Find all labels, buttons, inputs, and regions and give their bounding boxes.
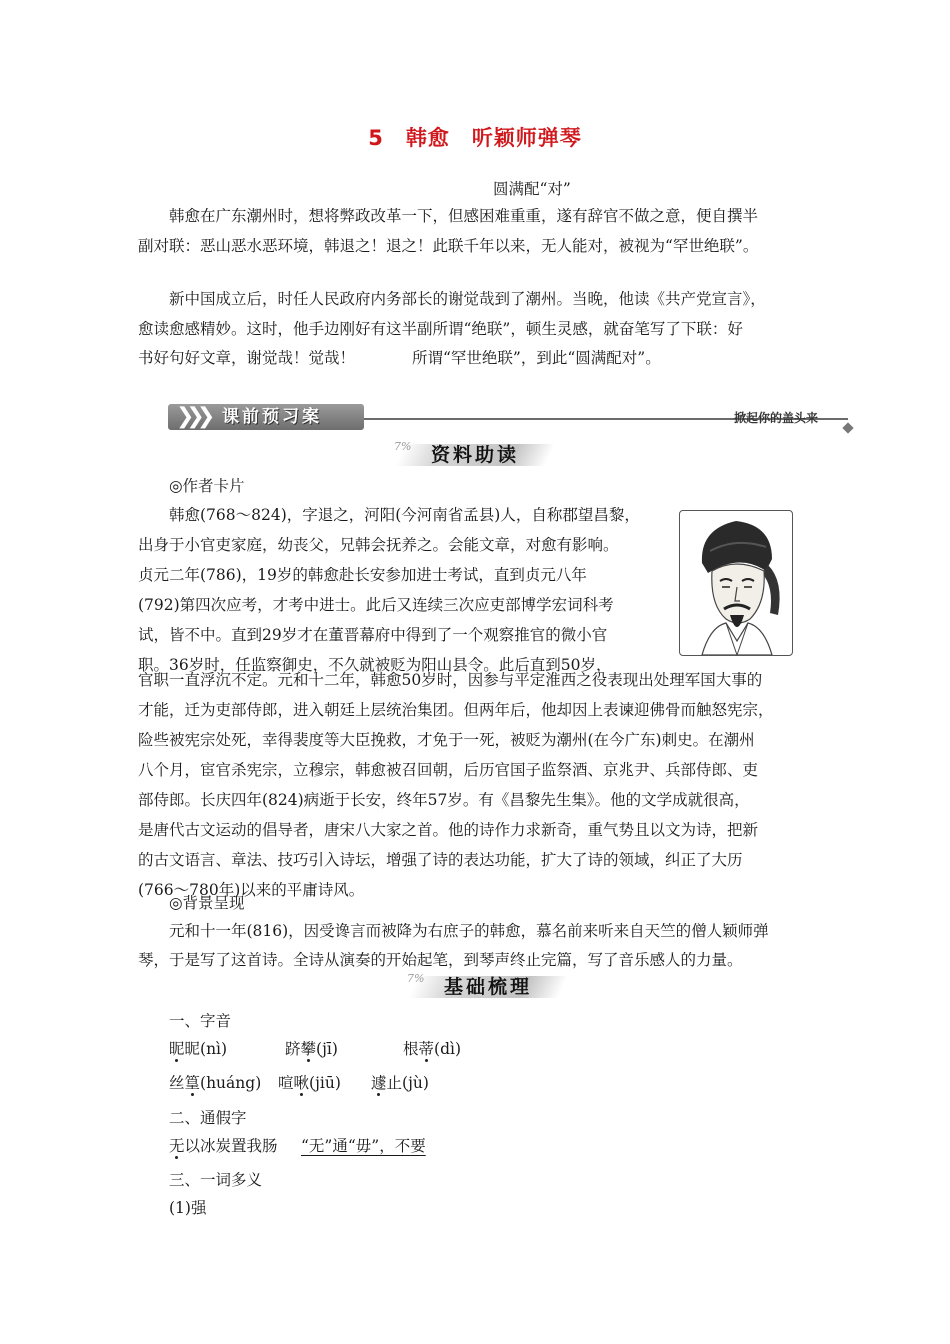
banner-diamond-icon — [842, 422, 853, 433]
pinyin-item: 遽止(jù) — [371, 1074, 429, 1092]
title-poem: 听颖师弹琴 — [471, 126, 582, 150]
title-author: 韩愈 — [405, 126, 450, 150]
author-line-3: (792)第四次应考，才考中进士。此后又连续三次应吏部博学宏词科考 — [138, 596, 614, 614]
pinyin-item: 根蒂(dì) — [403, 1040, 462, 1058]
author-full-line-2: 险些被宪宗处死，幸得裴度等大臣挽救，才免于一死，被贬为潮州(在今广东)刺史。在潮州 — [138, 731, 755, 749]
background-heading: ◎背景呈现 — [169, 894, 245, 912]
dotted-char: 无 — [169, 1137, 185, 1155]
intro-p2-line3b: 所谓“罕世绝联”，到此“圆满配对”。 — [412, 349, 661, 367]
author-line-2: 贞元二年(786)，19岁的韩愈赴长安参加进士考试，直到贞元八年 — [138, 566, 587, 584]
banner-chevron-icon: ❯❯❯ — [176, 404, 208, 429]
lesson-number: 5 — [368, 126, 384, 150]
background-line1: 元和十一年(816)，因受谗言而被降为右庶子的韩愈，慕名前来听来自天竺的僧人颖师弹 — [169, 922, 769, 940]
pinyin-item: 喧啾(jiū) — [278, 1074, 341, 1092]
basics-heading-1: 一、字音 — [169, 1012, 232, 1030]
pinyin-item: 丝篁(huáng) — [169, 1074, 262, 1092]
intro-p1-line2: 副对联：恶山恶水恶环境，韩退之！退之！此联千年以来，无人能对，被视为“罕世绝联”。 — [138, 237, 759, 255]
intro-heading: 圆满配“对” — [493, 180, 571, 198]
background-line2: 琴，于是写了这首诗。全诗从演奏的开始起笔，到琴声终止完篇，写了音乐感人的力量。 — [138, 951, 743, 969]
author-card-full — [138, 665, 774, 905]
section-mark-icon: 7% — [407, 972, 425, 985]
polysemy-item-1: (1)强 — [169, 1199, 207, 1217]
author-line-4: 试，皆不中。直到29岁才在董晋幕府中得到了一个观察推官的微小官 — [138, 626, 608, 644]
author-card-heading: ◎作者卡片 — [169, 477, 245, 495]
dotted-char: 篁 — [184, 1074, 201, 1092]
section-header-jichu — [407, 972, 563, 1002]
author-full-line-1: 才能，迁为吏部侍郎，进入朝廷上层统治集团。但两年后，他却因上表谏迎佛骨而触怒宪宗， — [138, 701, 774, 719]
banner-slogan: 掀起你的盖头来 — [734, 411, 819, 425]
basics-heading-3: 三、一词多义 — [169, 1171, 263, 1189]
page-title — [0, 122, 950, 152]
author-full-line-7: (766～780年)以来的平庸诗风。 — [138, 881, 365, 899]
author-full-line-6: 的古文语言、章法、技巧引入诗坛，增强了诗的表达功能，扩大了诗的领域，纠正了大历 — [138, 851, 743, 869]
dotted-char: 昵 — [169, 1040, 185, 1058]
intro-p2-line2: 愈读愈感精妙。这时，他手边刚好有这半副所谓“绝联”，顿生灵感，就奋笔写了下联：好 — [138, 320, 743, 338]
basics-heading-2: 二、通假字 — [169, 1109, 247, 1127]
author-full-line-4: 部侍郎。长庆四年(824)病逝于长安，终年57岁。有《昌黎先生集》。他的文学成就很高， — [138, 791, 750, 809]
author-full-line-3: 八个月，宦官杀宪宗，立穆宗，韩愈被召回朝，后历官国子监祭酒、京兆尹、兵部侍郎、吏 — [138, 761, 759, 779]
intro-p2-line3a: 书好句好文章，谢觉哉！觉哉！ — [138, 349, 356, 367]
pinyin-item: 跻攀(jī) — [285, 1040, 338, 1058]
author-line-0: 韩愈(768～824)，字退之，河阳(今河南省孟县)人，自称郡望昌黎， — [169, 506, 640, 524]
section-header-ziliao — [394, 440, 550, 470]
author-full-line-0: 官职一直浮沉不定。元和十二年，韩愈50岁时，因参与平定淮西之役表现出处理军国大事的 — [138, 671, 763, 689]
author-card-partial — [138, 500, 640, 680]
dotted-char: 遽 — [371, 1074, 387, 1092]
intro-p2-line1: 新中国成立后，时任人民政府内务部长的谢觉哉到了潮州。当晚，他读《共产党宣言》， — [169, 290, 766, 308]
han-yu-portrait — [679, 510, 793, 656]
dotted-char: 蒂 — [418, 1040, 435, 1058]
section-label: 基础梳理 — [443, 976, 532, 998]
tongjia-answer: “无”通“毋”，不要 — [301, 1137, 426, 1155]
author-full-line-5: 是唐代古文运动的倡导者，唐宋八大家之首。他的诗作力求新奇，重气势且以文为诗，把新 — [138, 821, 759, 839]
intro-p1-line1: 韩愈在广东潮州时，想将弊政改革一下，但感困难重重，遂有辞官不做之意，便自撰半 — [169, 207, 759, 225]
author-line-1: 出身于小官吏家庭，幼丧父，兄韩会抚养之。会能文章，对愈有影响。 — [138, 536, 619, 554]
author-line-5: 职。36岁时，任监察御史，不久就被贬为阳山县令。此后直到50岁， — [138, 656, 612, 674]
pinyin-item: 昵昵(nì) — [169, 1040, 228, 1058]
section-label: 资料助读 — [430, 444, 519, 466]
banner-label: 课前预习案 — [222, 407, 322, 427]
tongjia-sentence: 无以冰炭置我肠 — [169, 1137, 278, 1155]
dotted-char: 攀 — [300, 1040, 317, 1058]
section-mark-icon: 7% — [394, 440, 412, 453]
dotted-char: 啾 — [293, 1074, 310, 1092]
